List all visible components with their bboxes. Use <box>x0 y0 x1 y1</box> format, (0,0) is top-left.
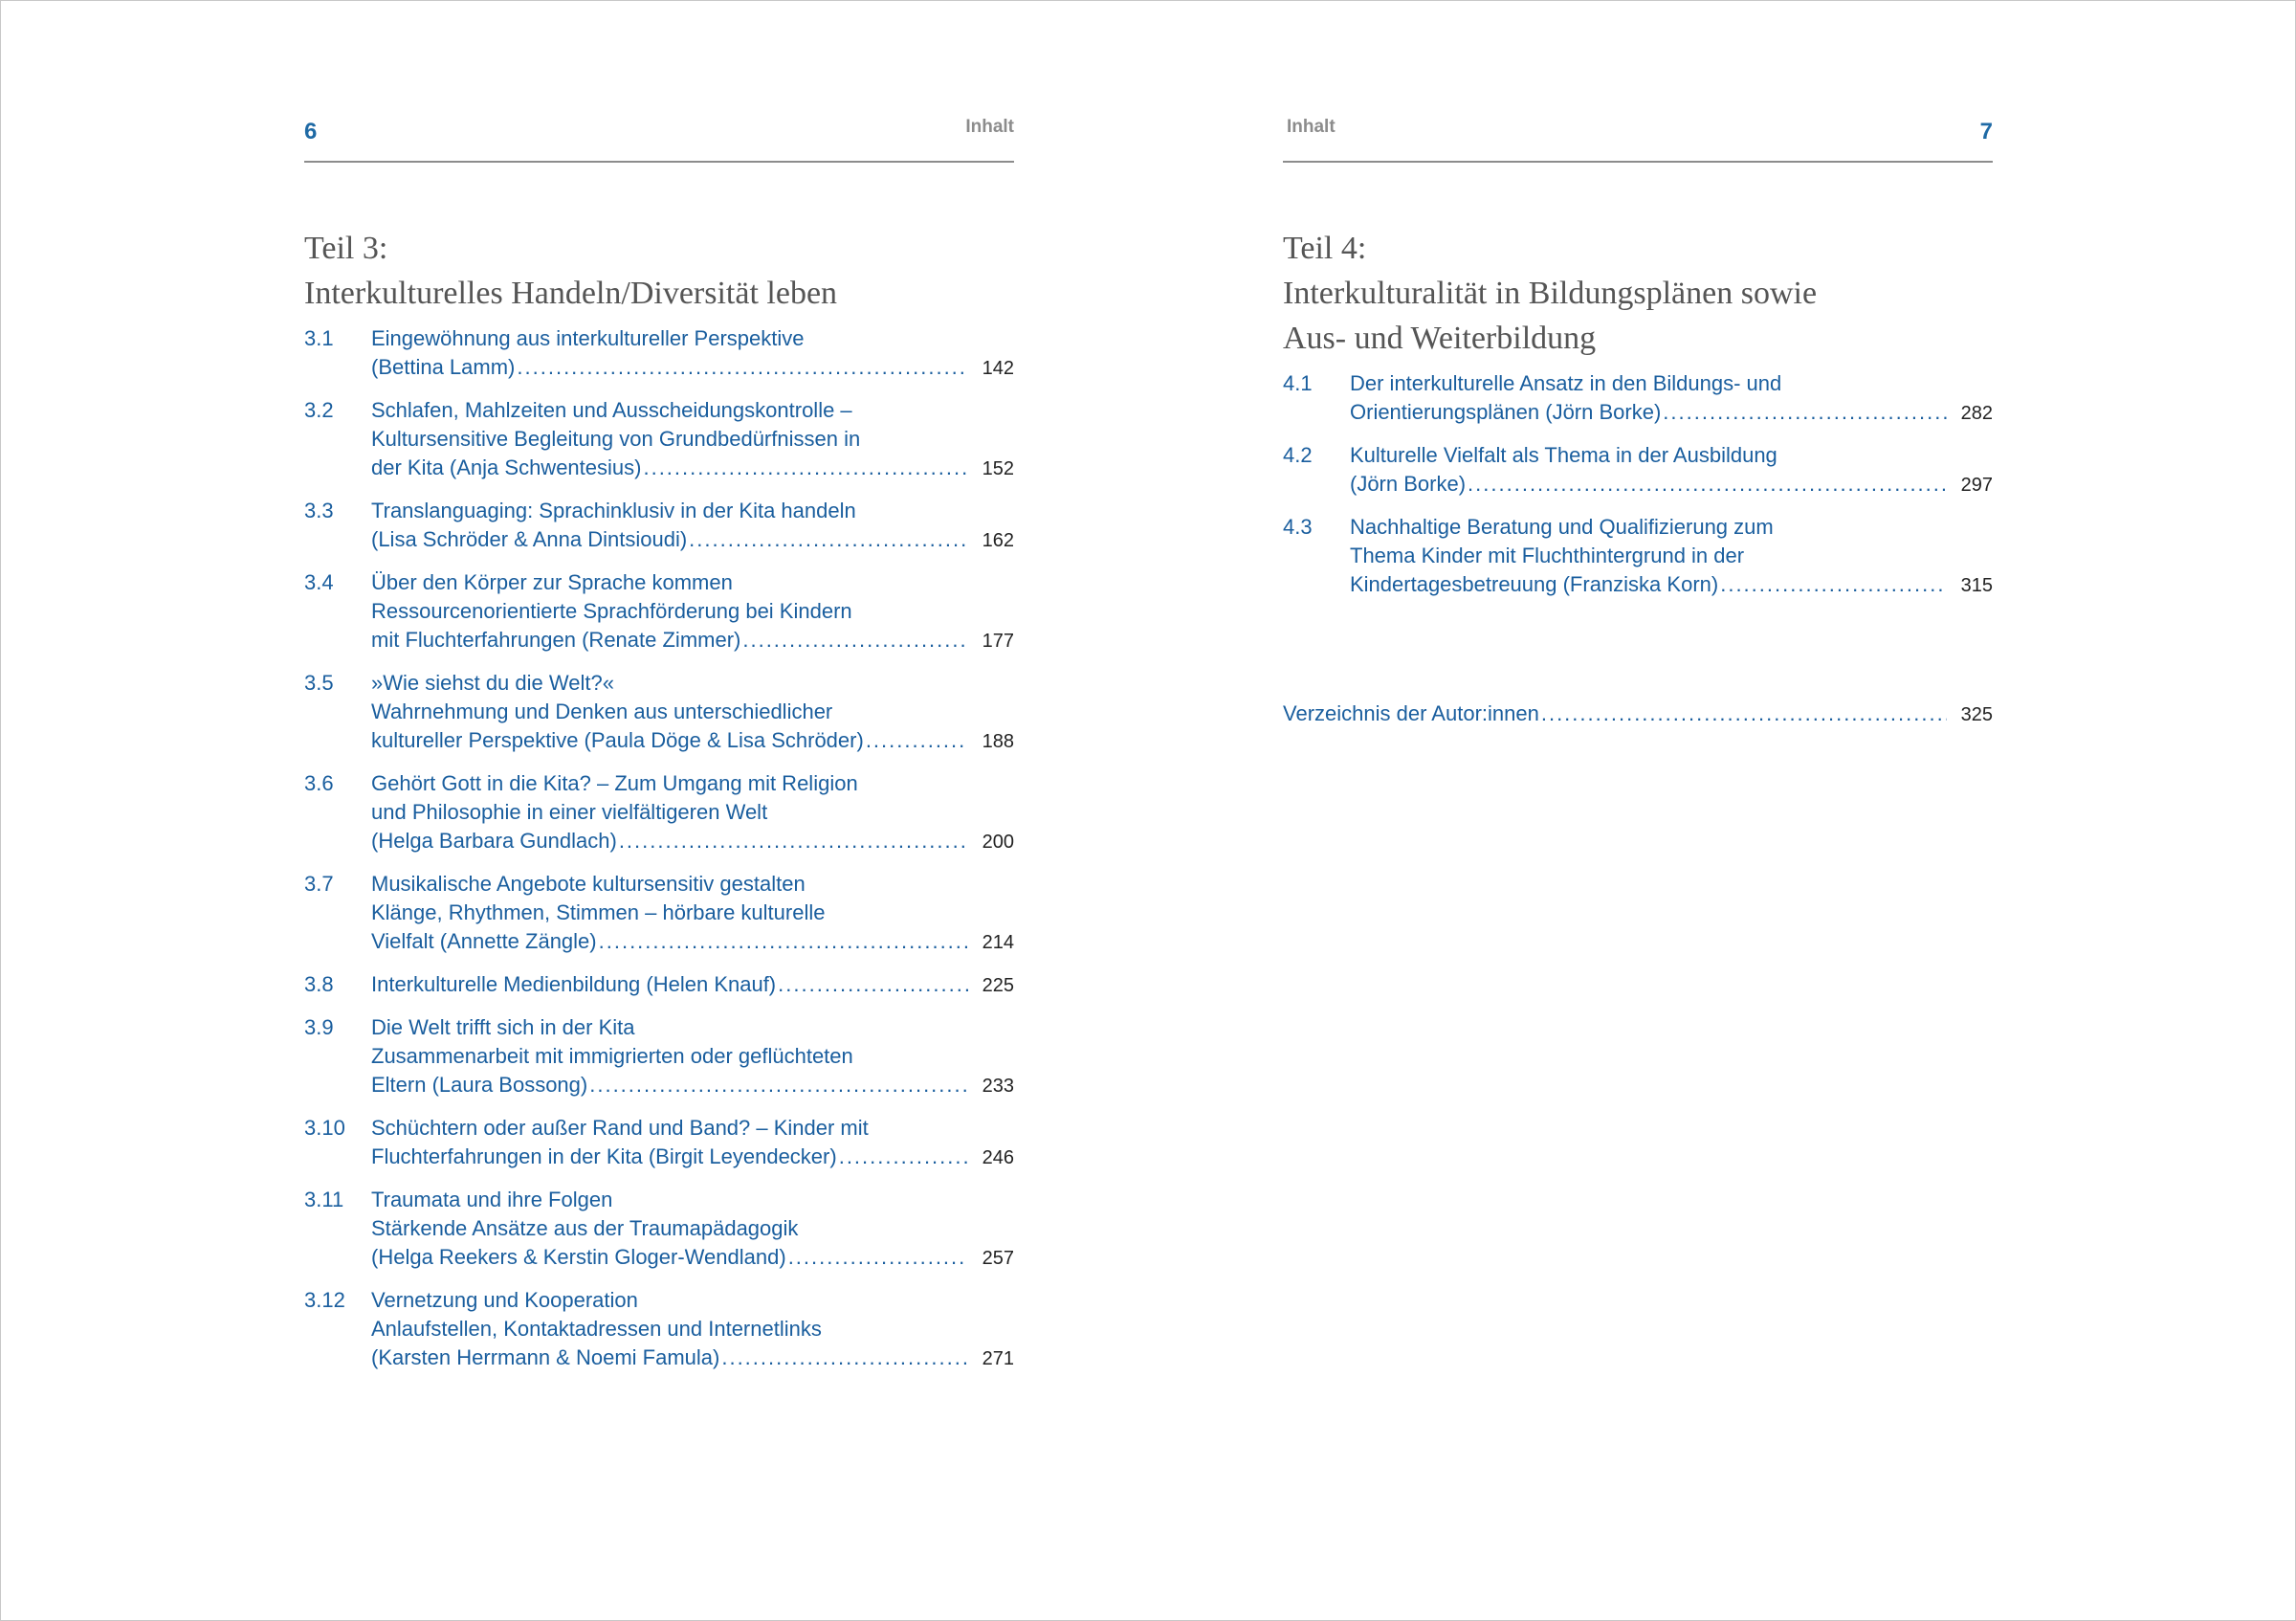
toc-entry-title-line: Schüchtern oder außer Rand und Band? – Kinder mit <box>371 1116 869 1140</box>
toc-entry-title-line: Zusammenarbeit mit immigrierten oder geflüchteten <box>371 1044 853 1068</box>
page-ref: 325 <box>1960 704 1993 725</box>
dot-leader <box>1663 398 1947 427</box>
toc-entry-body <box>371 1186 1014 1273</box>
dot-leader <box>589 1071 968 1099</box>
toc-entry[interactable] <box>304 568 1014 655</box>
left-page-header <box>304 117 1014 163</box>
toc-entry-title-line: (Helga Barbara Gundlach) <box>371 829 617 853</box>
page-ref: 214 <box>982 932 1014 953</box>
toc-entry-title-line: Stärkende Ansätze aus der Traumapädagogik <box>371 1216 799 1240</box>
toc-entry-title-line: Fluchterfahrungen in der Kita (Birgit Leyendecker) <box>371 1144 837 1168</box>
running-head: Inhalt <box>1287 117 1336 137</box>
toc-entry-number: 3.10 <box>304 1116 345 1140</box>
toc-entry-body <box>371 870 1014 957</box>
toc-entry-title-line: Über den Körper zur Sprache kommen <box>371 570 733 594</box>
page-ref: 282 <box>1960 403 1993 424</box>
toc-entry-body <box>371 568 1014 655</box>
toc-entry-title-line: Gehört Gott in die Kita? – Zum Umgang mit Religion <box>371 771 858 795</box>
toc-entry-title-line: Klänge, Rhythmen, Stimmen – hörbare kulturelle <box>371 900 826 924</box>
toc-entry-title-line: (Karsten Herrmann & Noemi Famula) <box>371 1345 720 1369</box>
toc-entry-last-line <box>371 970 1014 1000</box>
toc-entry-last-line <box>371 1243 1014 1273</box>
toc-entry[interactable] <box>304 324 1014 383</box>
toc-entry-title-line: Thema Kinder mit Fluchthintergrund in der <box>1350 544 1745 567</box>
toc-entry-title-line: Schlafen, Mahlzeiten und Ausscheidungskontrolle – <box>371 398 852 422</box>
toc-entry-title-line: Traumata und ihre Folgen <box>371 1188 613 1211</box>
part-title-line: Interkulturelles Handeln/Diversität leben <box>304 276 838 311</box>
toc-entry-title-line: (Bettina Lamm) <box>371 355 516 379</box>
toc-entry-title-line: mit Fluchterfahrungen (Renate Zimmer) <box>371 628 741 652</box>
toc-entry[interactable] <box>304 497 1014 555</box>
toc-entry[interactable] <box>304 396 1014 483</box>
toc-entry-last-line <box>371 827 1014 856</box>
page-number: 7 <box>1979 119 1993 144</box>
toc-entry-body <box>371 497 1014 555</box>
toc-entry-last-line <box>371 1343 1014 1373</box>
toc-entry-last-line <box>371 1071 1014 1100</box>
toc-entry-last-line <box>371 1143 1014 1172</box>
toc-appendix-entry[interactable] <box>1283 699 1993 729</box>
toc-entry-last-line <box>1350 398 1993 428</box>
dot-leader <box>788 1243 968 1272</box>
dot-leader <box>742 626 968 655</box>
toc-entry-last-line <box>1350 570 1993 600</box>
part-title <box>304 226 837 316</box>
part-title-line: Interkulturalität in Bildungsplänen sowie <box>1283 276 1818 311</box>
page-ref: 200 <box>982 832 1014 853</box>
toc-entry-title-line: Nachhaltige Beratung und Qualifizierung zum <box>1350 515 1774 539</box>
toc-entry-title-line: Vielfalt (Annette Zängle) <box>371 929 597 953</box>
dot-leader <box>721 1343 968 1372</box>
page-ref: 162 <box>982 530 1014 551</box>
toc-entry-title-line: (Helga Reekers & Kerstin Gloger-Wendland) <box>371 1245 786 1269</box>
page-ref: 177 <box>982 631 1014 652</box>
toc-entry-body <box>371 769 1014 856</box>
dot-leader <box>1541 699 1947 728</box>
toc-entry-body <box>371 1013 1014 1100</box>
toc-entry[interactable] <box>304 1013 1014 1100</box>
dot-leader <box>1468 470 1947 499</box>
appendix-label: Verzeichnis der Autor:innen <box>1283 701 1539 725</box>
toc-entry-title-line: Kultursensitive Begleitung von Grundbedürfnissen in <box>371 427 861 451</box>
dot-leader <box>599 927 968 956</box>
part-title-line: Teil 3: <box>304 231 388 266</box>
toc-entry[interactable] <box>1283 513 1993 600</box>
toc-entry-body <box>371 669 1014 756</box>
toc-entry-title-line: Ressourcenorientierte Sprachförderung bei Kindern <box>371 599 852 623</box>
toc-entry-number: 3.9 <box>304 1015 334 1039</box>
toc-entry-title-line: »Wie siehst du die Welt?« <box>371 671 614 695</box>
toc-entry[interactable] <box>1283 441 1993 500</box>
toc-entry-number: 4.3 <box>1283 515 1313 539</box>
toc-entry-last-line <box>371 626 1014 655</box>
page-number: 6 <box>304 119 318 144</box>
toc-entry-number: 3.6 <box>304 771 334 795</box>
toc-entry-number: 4.2 <box>1283 443 1313 467</box>
toc-entry-body <box>1350 441 1993 500</box>
toc-entry-body <box>1350 513 1993 600</box>
toc-entry[interactable] <box>304 1286 1014 1373</box>
toc-entry[interactable] <box>304 970 1014 1000</box>
toc-entry-last-line <box>371 525 1014 555</box>
part-title-line: Aus- und Weiterbildung <box>1283 321 1597 356</box>
right-page-header <box>1283 117 1993 163</box>
toc-entry-last-line <box>371 353 1014 383</box>
toc-entry-title-line: kultureller Perspektive (Paula Döge & Lisa Schröder) <box>371 728 864 752</box>
page-ref: 188 <box>982 731 1014 752</box>
toc-entry-last-line <box>371 454 1014 483</box>
dot-leader <box>643 454 968 482</box>
toc-list <box>1283 369 1993 613</box>
page-ref: 152 <box>982 458 1014 479</box>
toc-entry-title-line: Eltern (Laura Bossong) <box>371 1073 588 1097</box>
page-ref: 271 <box>982 1348 1014 1369</box>
toc-entry-title-line: Der interkulturelle Ansatz in den Bildungs- und <box>1350 371 1782 395</box>
toc-entry-number: 3.3 <box>304 499 334 522</box>
toc-entry-title-line: (Lisa Schröder & Anna Dintsioudi) <box>371 527 688 551</box>
toc-entry-title-line: Kindertagesbetreuung (Franziska Korn) <box>1350 572 1719 596</box>
page-ref: 225 <box>982 975 1014 996</box>
toc-list <box>304 324 1014 1387</box>
toc-entry-title-line: (Jörn Borke) <box>1350 472 1467 496</box>
page-ref: 257 <box>982 1248 1014 1269</box>
toc-entry-title-line: Die Welt trifft sich in der Kita <box>371 1015 635 1039</box>
toc-entry-number: 3.11 <box>304 1188 344 1211</box>
toc-entry[interactable] <box>304 769 1014 856</box>
toc-entry-number: 4.1 <box>1283 371 1313 395</box>
toc-entry-number: 3.8 <box>304 972 334 996</box>
toc-entry-title-line: Kulturelle Vielfalt als Thema in der Ausbildung <box>1350 443 1777 467</box>
toc-entry-body <box>371 1114 1014 1172</box>
toc-entry-body <box>371 324 1014 383</box>
page-ref: 142 <box>982 358 1014 379</box>
dot-leader <box>1720 570 1947 599</box>
toc-entry-body <box>371 970 1014 1000</box>
dot-leader <box>619 827 968 855</box>
dot-leader <box>866 726 968 755</box>
dot-leader <box>778 970 968 999</box>
toc-entry-last-line <box>371 927 1014 957</box>
toc-entry-title-line: Interkulturelle Medienbildung (Helen Knauf) <box>371 972 777 996</box>
page-ref: 233 <box>982 1076 1014 1097</box>
toc-entry-title-line: und Philosophie in einer vielfältigeren Welt <box>371 800 768 824</box>
toc-entry-body <box>371 396 1014 483</box>
toc-entry[interactable] <box>304 1186 1014 1273</box>
toc-entry-number: 3.1 <box>304 326 334 350</box>
toc-entry-title-line: Eingewöhnung aus interkultureller Perspektive <box>371 326 805 350</box>
dot-leader <box>839 1143 968 1171</box>
toc-entry-title-line: Orientierungsplänen (Jörn Borke) <box>1350 400 1662 424</box>
toc-entry-number: 3.7 <box>304 872 334 896</box>
toc-entry-last-line <box>371 726 1014 756</box>
page-ref: 315 <box>1960 575 1993 596</box>
toc-entry-number: 3.2 <box>304 398 334 422</box>
toc-entry[interactable] <box>304 870 1014 957</box>
part-title <box>1283 226 1817 361</box>
part-title-line: Teil 4: <box>1283 231 1367 266</box>
toc-entry-title-line: der Kita (Anja Schwentesius) <box>371 455 642 479</box>
page-ref: 246 <box>982 1147 1014 1168</box>
toc-entry-body <box>1350 369 1993 428</box>
toc-entry-title-line: Musikalische Angebote kultursensitiv gestalten <box>371 872 806 896</box>
toc-entry[interactable] <box>304 669 1014 756</box>
running-head: Inhalt <box>965 117 1014 137</box>
toc-entry-title-line: Vernetzung und Kooperation <box>371 1288 638 1312</box>
dot-leader <box>689 525 968 554</box>
toc-entry[interactable] <box>1283 369 1993 428</box>
toc-entry-number: 3.12 <box>304 1288 345 1312</box>
toc-entry-number: 3.5 <box>304 671 334 695</box>
page-ref: 297 <box>1960 475 1993 496</box>
toc-entry-body <box>371 1286 1014 1373</box>
toc-entry-title-line: Translanguaging: Sprachinklusiv in der Kita handeln <box>371 499 856 522</box>
toc-entry[interactable] <box>304 1114 1014 1172</box>
dot-leader <box>517 353 968 382</box>
toc-entry-number: 3.4 <box>304 570 334 594</box>
toc-entry-title-line: Wahrnehmung und Denken aus unterschiedlicher <box>371 699 833 723</box>
toc-entry-title-line: Anlaufstellen, Kontaktadressen und Internetlinks <box>371 1317 822 1341</box>
toc-entry-last-line <box>1350 470 1993 500</box>
